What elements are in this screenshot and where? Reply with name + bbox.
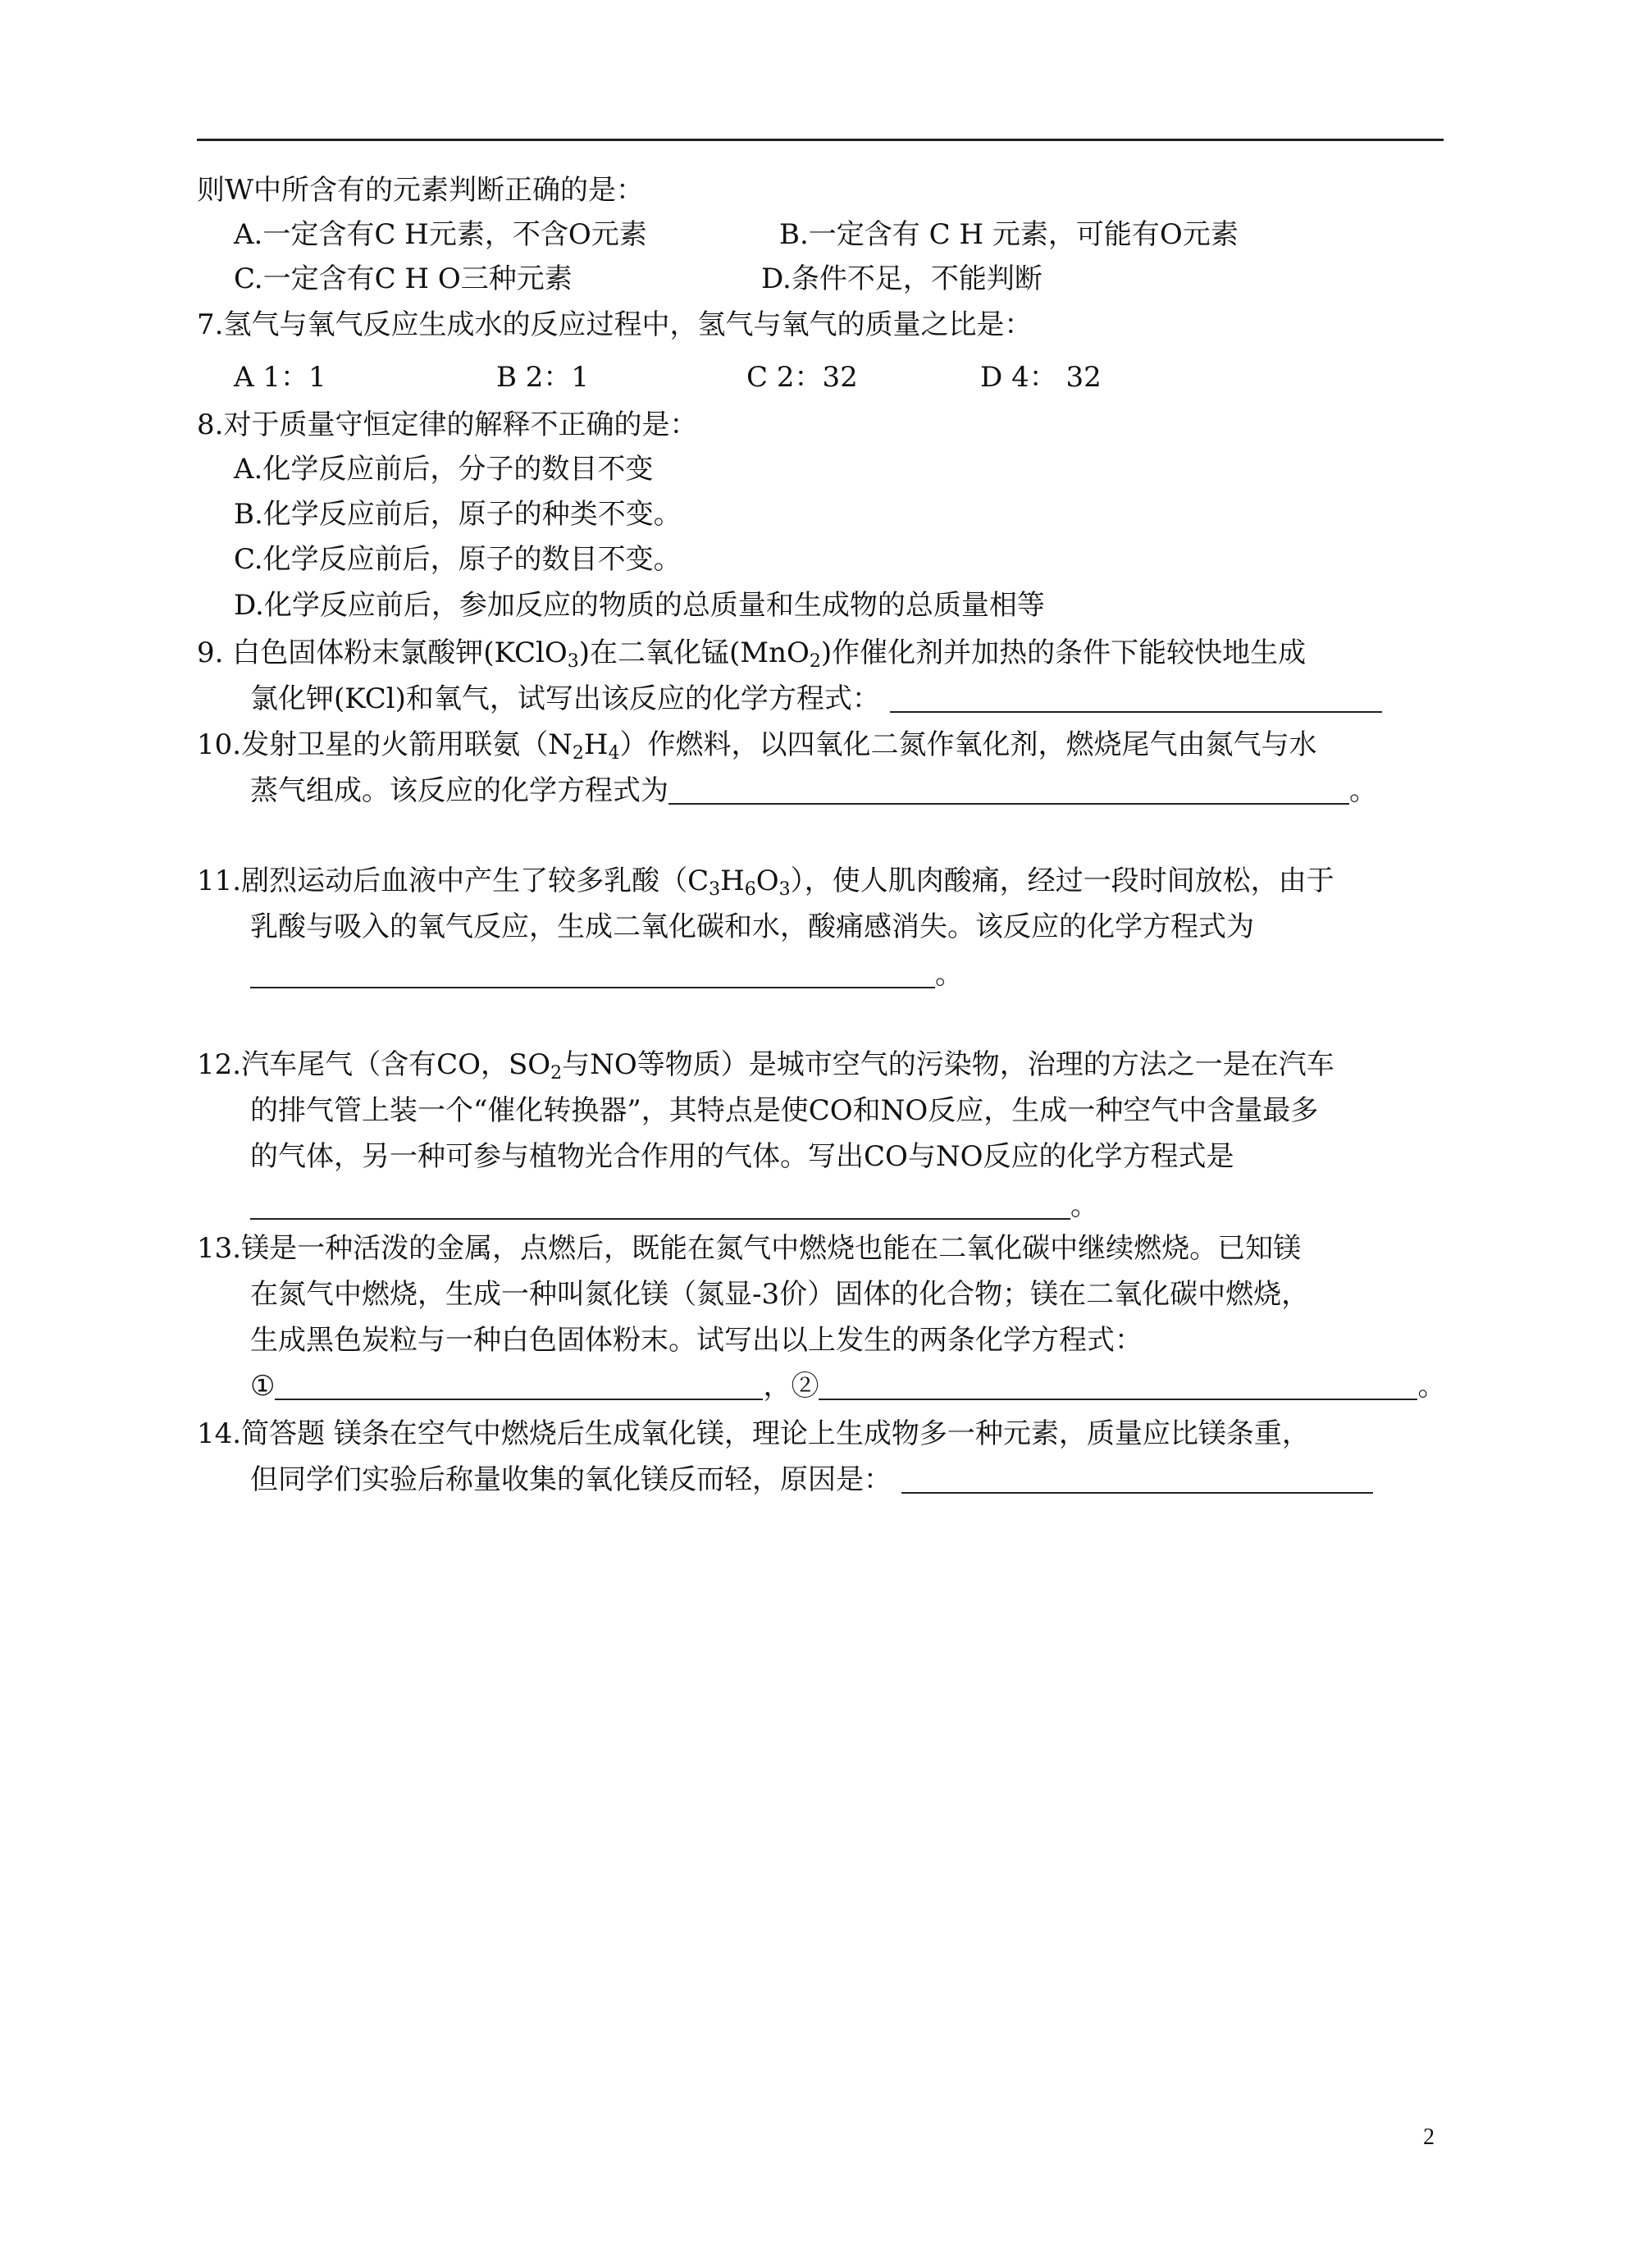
q6-option-a: A.一定含有C H元素，不含O元素	[234, 218, 647, 251]
q11-line-2: 乳酸与吸入的氧气反应，生成二氧化碳和水，酸痛感消失。该反应的化学方程式为	[250, 910, 1254, 943]
q13-line-3: 生成黑色炭粒与一种白色固体粉末。试写出以上发生的两条化学方程式：	[250, 1324, 1143, 1357]
page-number: 2	[1423, 2124, 1435, 2150]
q12-line-1: 12.汽车尾气（含有CO，$SO_2$与NO等物质）是城市空气的污染物，治理的方法之一是在汽车	[197, 1048, 1335, 1084]
q10-answer-blank[interactable]	[668, 778, 1349, 805]
q13-answer-blank-2[interactable]	[819, 1374, 1417, 1400]
q13-line-2: 在氮气中燃烧，生成一种叫氮化镁（氮显-3价）固体的化合物；镁在二氧化碳中燃烧，	[250, 1278, 1310, 1311]
q14-answer-blank[interactable]	[901, 1467, 1373, 1494]
q6-option-b: B.一定含有 C H 元素，可能有O元素	[779, 218, 1239, 251]
q9-line-1: 9. 白色固体粉末氯酸钾(KClO$_3$)在二氧化锰(MnO$_2$)作催化剂并加热的条件下能较快地生成	[197, 637, 1307, 672]
q11-line-3: 。	[250, 958, 963, 991]
q9-answer-blank[interactable]	[890, 687, 1382, 713]
q8-option-b: B.化学反应前后，原子的种类不变。	[234, 498, 682, 531]
q8-option-c: C.化学反应前后，原子的数目不变。	[234, 543, 682, 576]
q13-line-4: ① ，② 。	[250, 1370, 1446, 1403]
q8-option-a: A.化学反应前后，分子的数目不变	[234, 453, 654, 486]
q7-option-d: D 4： 32	[980, 361, 1102, 394]
q6-option-d: D.条件不足，不能判断	[761, 262, 1043, 295]
q10-line-1: 10.发射卫星的火箭用联氨$(N_2H_4)$作燃料，以四氧化二氮作氧化剂，燃烧尾气由氮气与水	[197, 728, 1317, 764]
q14-line-1: 14.简答题 镁条在空气中燃烧后生成氧化镁，理论上生成物多一种元素，质量应比镁条重，	[197, 1417, 1310, 1450]
q7-option-b: B 2：1	[496, 361, 590, 394]
q13-line-1: 13.镁是一种活泼的金属，点燃后，既能在氮气中燃烧也能在二氧化碳中继续燃烧。已知镁	[197, 1232, 1302, 1265]
q13-answer-blank-1[interactable]	[275, 1374, 763, 1400]
q10-line-2: 蒸气组成。该反应的化学方程式为 。	[250, 774, 1377, 807]
q8-option-d: D.化学反应前后，参加反应的物质的总质量和生成物的总质量相等	[234, 589, 1045, 622]
q6-option-c: C.一定含有C H O三种元素	[234, 262, 573, 295]
q12-line-3: 的气体，另一种可参与植物光合作用的气体。写出CO与NO反应的化学方程式是	[250, 1140, 1234, 1173]
q14-line-2: 但同学们实验后称量收集的氧化镁反而轻，原因是：	[250, 1463, 1373, 1496]
q12-answer-blank[interactable]	[250, 1193, 1070, 1220]
q11-answer-blank[interactable]	[250, 962, 935, 988]
q7-option-c: C 2：32	[746, 361, 858, 394]
q6-stem: 则W中所含有的元素判断正确的是：	[197, 174, 644, 207]
header-rule	[197, 139, 1444, 141]
q11-line-1: 11.剧烈运动后血液中产生了较多乳酸$(C_3H_6O_3)$，使人肌肉酸痛，经过一段时间放松，由于	[197, 865, 1335, 900]
q9-line-2: 氯化钾(KCl)和氧气，试写出该反应的化学方程式：	[250, 682, 1382, 715]
q8-stem: 8.对于质量守恒定律的解释不正确的是：	[197, 408, 698, 441]
q12-line-4: 。	[250, 1189, 1098, 1222]
q7-stem: 7.氢气与氧气反应生成水的反应过程中，氢气与氧气的质量之比是：	[197, 308, 1033, 341]
q7-option-a: A 1：1	[234, 361, 326, 394]
q12-line-2: 的排气管上装一个“催化转换器”，其特点是使CO和NO反应，生成一种空气中含量最多	[250, 1094, 1319, 1127]
